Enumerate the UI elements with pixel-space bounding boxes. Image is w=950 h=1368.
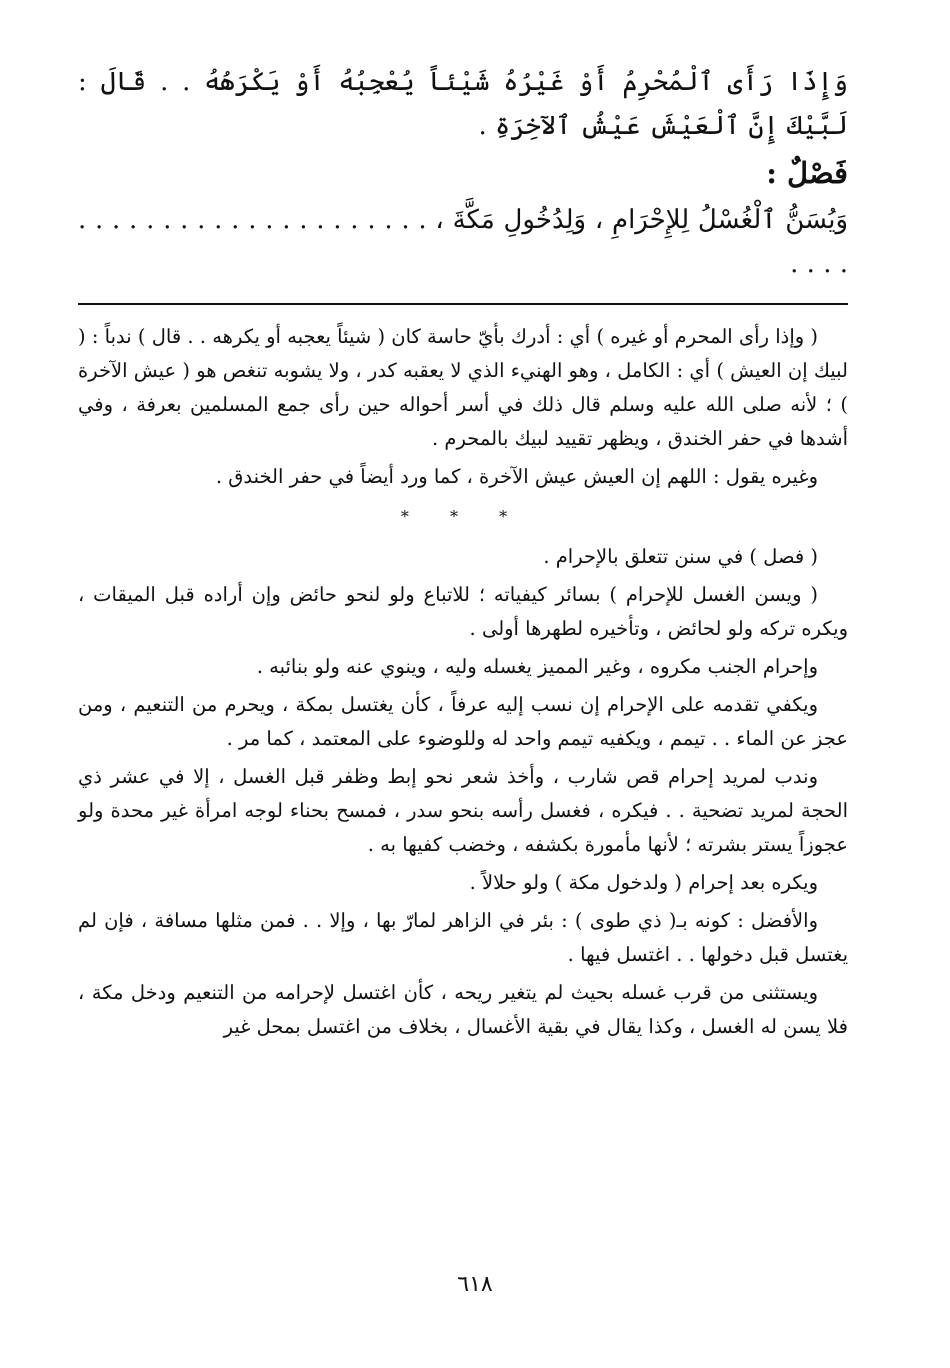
ellipsis-dots: . . . . . . . . . . . . . . . . . . . . . . . . . (78, 205, 848, 279)
commentary-paragraph: ويكره بعد إحرام ( ولدخول مكة ) ولو حلالاً . (469, 871, 818, 894)
commentary-paragraph: وندب لمريد إحرام قص شارب ، وأخذ شعر نحو إبط وظفر قبل الغسل ، إلا في عشر ذي الحجة لمريد تضحية . . فيكره ، فغسل رأسه بنحو سدر ، فمسح بحناء لوجه امرأة غير محدة ولو عجوزاً يستر بشرته ؛ لأنها مأمورة بكشفه ، وخضب كفيها به . (78, 765, 848, 856)
commentary-paragraph: وغيره يقول : اللهم إن العيش عيش الآخرة ، كما ورد أيضاً في حفر الخندق . (215, 465, 818, 488)
matn-block (78, 60, 848, 286)
commentary-paragraph: والأفضل : كونه بـ( ذي طوى ) : بئر في الزاهر لمارّ بها ، وإلا . . فمن مثلها مسافة ، فإن لم يغتسل قبل دخولها . . اغتسل فيها . (78, 909, 848, 966)
commentary-paragraph: ويستثنى من قرب غسله بحيث لم يتغير ريحه ، كأن اغتسل لإحرامه من التنعيم ودخل مكة ، فلا يسن له الغسل ، وكذا يقال في بقية الأغسال ، بخلاف من اغتسل بمحل غير (78, 981, 848, 1038)
commentary-paragraph: ( وإذا رأى المحرم أو غيره ) أي : أدرك بأيّ حاسة كان ( شيئاً يعجبه أو يكرهه . . قال ) ندباً : ( لبيك إن العيش ) أي : الكامل ، وهو الهنيء الذي لا يعقبه كدر ، ولا يشوبه تنغص هو ( عيش الآخرة ) ؛ لأنه صلى الله عليه وسلم قال ذلك في أسر أحواله حين رأى جمع المسلمين بعرفة ، وفي أشدها في حفر الخندق ، ويظهر تقييد لبيك بالمحرم . (78, 325, 848, 450)
commentary-paragraph: ( ويسن الغسل للإحرام ) بسائر كيفياته ؛ للاتباع ولو لنحو حائض وإن أراده قبل الميقات ، ويكره تركه ولو لحائض ، وتأخيره لطهرها أولى . (78, 583, 848, 640)
page-number: ٦١٨ (457, 1272, 493, 1297)
commentary-paragraph: وإحرام الجنب مكروه ، وغير المميز يغسله وليه ، وينوي عنه ولو بنائبه . (256, 655, 818, 678)
matn-text-3: وَيُسَنُّ ٱلْغُسْلُ لِلإِحْرَامِ ، وَلِدُخُولِ مَكَّةَ ، (435, 205, 849, 235)
commentary-block (78, 320, 848, 1048)
matn-line-3 (78, 198, 848, 286)
commentary-paragraph: ويكفي تقدمه على الإحرام إن نسب إليه عرفاً ، كأن يغتسل بمكة ، ويحرم من التنعيم ، ومن عجز عن الماء . . تيمم ، ويكفيه تيمم واحد له وللوضوء على المعتمد ، كما مر . (78, 693, 848, 750)
section-stars: * * * (400, 507, 526, 526)
matn-line-1: وَإِذَا رَأَى ٱلْمُحْرِمُ أَوْ غَيْرُهُ شَيْئاً يُعْجِبُهُ أَوْ يَكْرَهُهُ . . قَالَ : لَبَّيْكَ إِنَّ ٱلْعَيْشَ عَيْشُ ٱلآخِرَةِ . (78, 67, 848, 141)
commentary-paragraph: ( فصل ) في سنن تتعلق بالإحرام . (543, 545, 818, 568)
fasl-heading: فَصْلٌ : (766, 156, 848, 190)
separator-line (78, 303, 848, 305)
